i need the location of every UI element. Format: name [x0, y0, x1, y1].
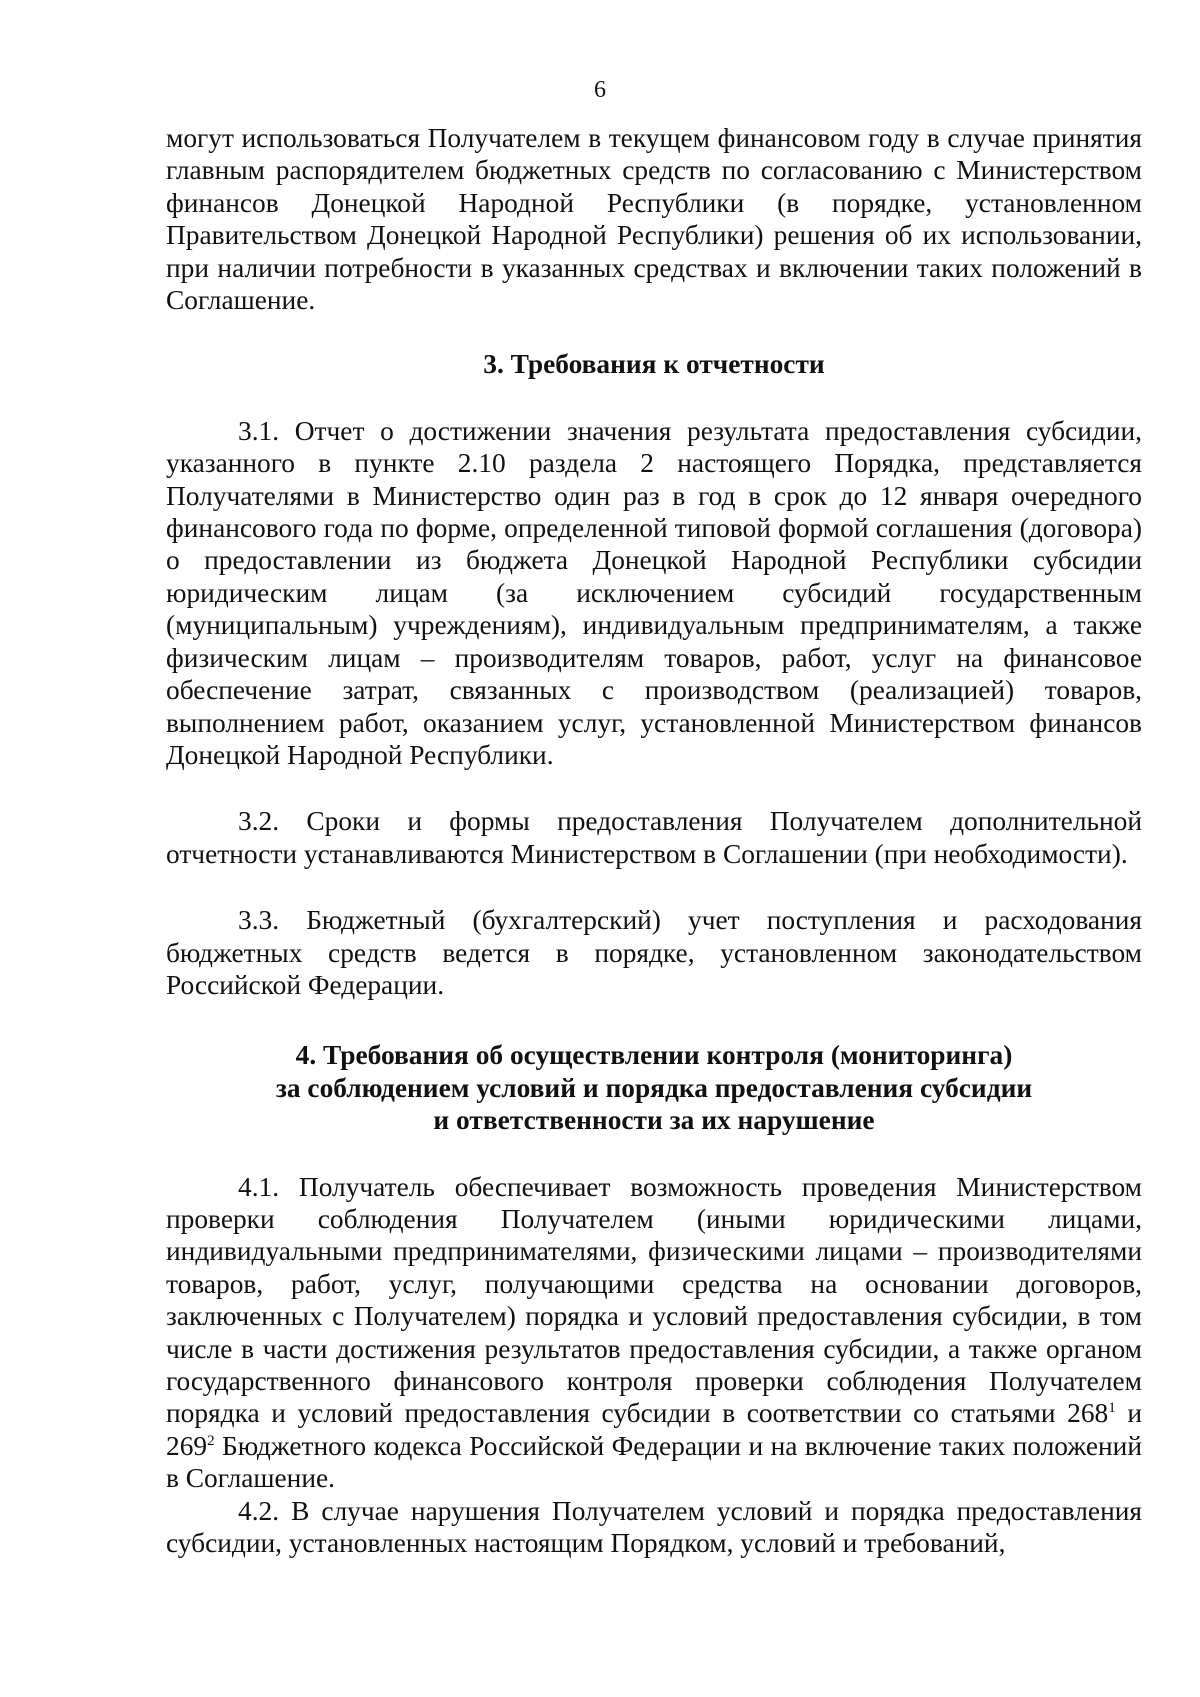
section-4-heading-line-1: 4. Требования об осуществлении контроля (мониторинга)	[295, 1040, 1013, 1071]
section-4-heading	[166, 1039, 1142, 1136]
paragraph-3-2: 3.2. Сроки и формы предоставления Получателем дополнительной отчетности устанавливаются Министерством в Соглашении (при необходимости).	[166, 806, 1142, 869]
paragraph-4-1	[166, 1171, 1142, 1495]
paragraph-4-1-text-a: 4.1. Получатель обеспечивает возможность проведения Министерством проверки соблюдения Получателем (иными юридическими лицами, индивидуальными предпринимателями, физическими лицами – производителями товаров, работ, услуг, получающими средства на основании договоров, заключенных с Получателем) порядка и условий предоставления субсидии, в том числе в части достижения результатов предоставления субсидии, а также органом государственного финансового контроля проверки соблюдения Получателем порядка и условий предоставления субсидии в соответствии со статьями 268	[166, 1171, 1142, 1429]
section-4-heading-line-2: за соблюдением условий и порядка предоставления субсидии	[275, 1072, 1033, 1103]
paragraph-4-2: 4.2. В случае нарушения Получателем условий и порядка предоставления субсидии, установленных настоящим Порядком, условий и требований,	[166, 1495, 1142, 1559]
page-number: 6	[594, 77, 606, 103]
paragraph-continuation: могут использоваться Получателем в текущем финансовом году в случае принятия главным распорядителем бюджетных средств по согласованию с Министерством финансов Донецкой Народной Республики (в порядке, установленном Правительством Донецкой Народной Республики) решения об их использовании, при наличии потребности в указанных средствах и включении таких положений в Соглашение.	[166, 123, 1142, 316]
paragraph-3-3: 3.3. Бюджетный (бухгалтерский) учет поступления и расходования бюджетных средств ведется в порядке, установленном законодательством Российской Федерации.	[166, 905, 1142, 1000]
paragraph-4-1-text-c: Бюджетного кодекса Российской Федерации и на включение таких положений в Соглашение.	[166, 1430, 1142, 1494]
document-body	[166, 122, 1142, 1559]
superscript-2: 2	[207, 1432, 215, 1449]
superscript-1: 1	[1108, 1400, 1116, 1417]
paragraph-3-1: 3.1. Отчет о достижении значения результата предоставления субсидии, указанного в пункте 2.10 раздела 2 настоящего Порядка, представляется Получателями в Министерство один раз в год в срок до 12 января очередного финансового года по форме, определенной типовой формой соглашения (договора) о предоставлении из бюджета Донецкой Народной Республики субсидии юридическим лицам (за исключением субсидий государственным (муниципальным) учреждениям), индивидуальным предпринимателям, а также физическим лицам – производителям товаров, работ, услуг на финансовое обеспечение затрат, связанных с производством (реализацией) товаров, выполнением работ, оказанием услуг, установленной Министерством финансов Донецкой Народной Республики.	[166, 415, 1142, 770]
section-3-heading: 3. Требования к отчетности	[483, 349, 825, 380]
paragraph-4-1-text-b: и 269	[166, 1398, 1142, 1461]
section-4-heading-line-3: и ответственности за их нарушение	[433, 1105, 875, 1136]
